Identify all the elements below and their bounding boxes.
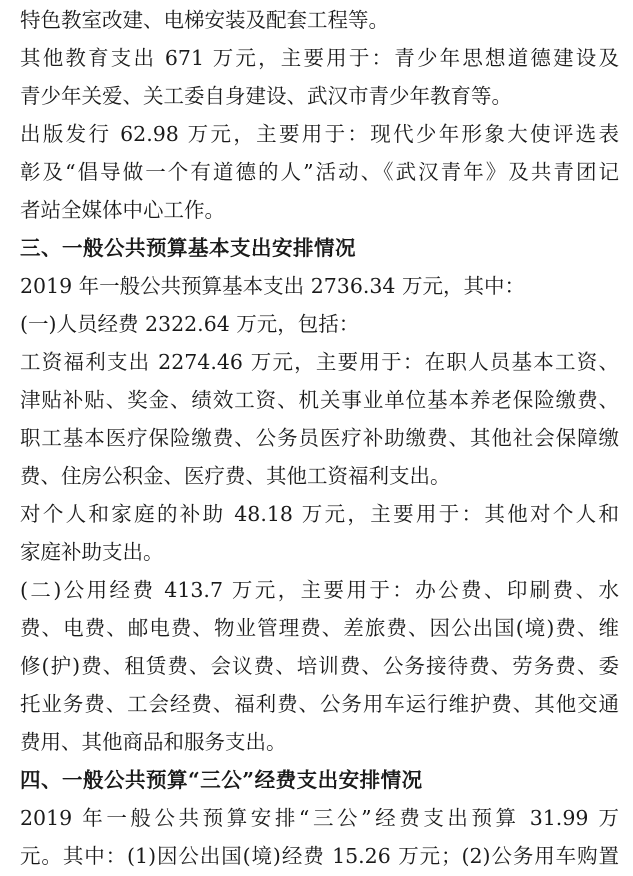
section-heading-3	[0, 228, 633, 268]
text-line-8	[0, 266, 633, 306]
text-line-2-content: 其他教育支出 671 万元，主要用于：青少年思想道德建设及	[20, 46, 619, 70]
text-line-15-content: 家庭补助支出。	[20, 540, 164, 564]
text-line-16-content: (二)公用经费 413.7 万元，主要用于：办公费、印刷费、水	[20, 578, 619, 602]
text-line-20	[0, 722, 633, 762]
section-heading-4-content: 四、一般公共预算“三公”经费支出安排情况	[20, 768, 423, 792]
text-line-12-content: 职工基本医疗保险缴费、公务员医疗补助缴费、其他社会保障缴	[20, 426, 619, 450]
text-line-1-content: 特色教室改建、电梯安装及配套工程等。	[20, 8, 389, 32]
text-line-9	[0, 304, 633, 344]
text-line-20-content: 费用、其他商品和服务支出。	[20, 730, 287, 754]
text-line-15	[0, 532, 633, 572]
text-line-10	[0, 342, 633, 382]
text-line-22	[0, 798, 633, 838]
text-line-18	[0, 646, 633, 686]
text-line-23	[0, 836, 633, 876]
section-heading-3-content: 三、一般公共预算基本支出安排情况	[20, 236, 356, 260]
text-line-2	[0, 38, 633, 78]
text-line-3	[0, 76, 633, 116]
text-line-6-content: 者站全媒体中心工作。	[20, 198, 225, 222]
text-line-22-content: 2019 年一般公共预算安排“三公”经费支出预算 31.99 万	[20, 806, 619, 830]
text-line-12	[0, 418, 633, 458]
text-line-16	[0, 570, 633, 610]
text-line-11-content: 津贴补贴、奖金、绩效工资、机关事业单位基本养老保险缴费、	[20, 388, 619, 412]
text-line-19-content: 托业务费、工会经费、福利费、公务用车运行维护费、其他交通	[20, 692, 619, 716]
text-line-11	[0, 380, 633, 420]
text-line-18-content: 修(护)费、租赁费、会议费、培训费、公务接待费、劳务费、委	[20, 654, 619, 678]
text-line-19	[0, 684, 633, 724]
text-line-3-content: 青少年关爱、关工委自身建设、武汉市青少年教育等。	[20, 84, 512, 108]
text-line-4	[0, 114, 633, 154]
text-line-5-content: 彰及“倡导做一个有道德的人”活动、《武汉青年》及共青团记	[20, 160, 619, 184]
text-line-10-content: 工资福利支出 2274.46 万元，主要用于：在职人员基本工资、	[20, 350, 619, 374]
text-line-5	[0, 152, 633, 192]
text-line-9-content: (一)人员经费 2322.64 万元，包括：	[20, 312, 360, 336]
text-line-1	[0, 0, 633, 40]
text-line-17	[0, 608, 633, 648]
text-line-17-content: 费、电费、邮电费、物业管理费、差旅费、因公出国(境)费、维	[20, 616, 619, 640]
text-line-6	[0, 190, 633, 230]
text-line-14-content: 对个人和家庭的补助 48.18 万元，主要用于：其他对个人和	[20, 502, 619, 526]
text-line-8-content: 2019 年一般公共预算基本支出 2736.34 万元，其中：	[20, 274, 525, 298]
text-line-23-content: 元。其中：(1)因公出国(境)经费 15.26 万元；(2)公务用车购置	[20, 844, 619, 868]
section-heading-4	[0, 760, 633, 800]
text-line-4-content: 出版发行 62.98 万元，主要用于：现代少年形象大使评选表	[20, 122, 619, 146]
text-line-14	[0, 494, 633, 534]
text-line-13-content: 费、住房公积金、医疗费、其他工资福利支出。	[20, 464, 451, 488]
text-line-13	[0, 456, 633, 496]
